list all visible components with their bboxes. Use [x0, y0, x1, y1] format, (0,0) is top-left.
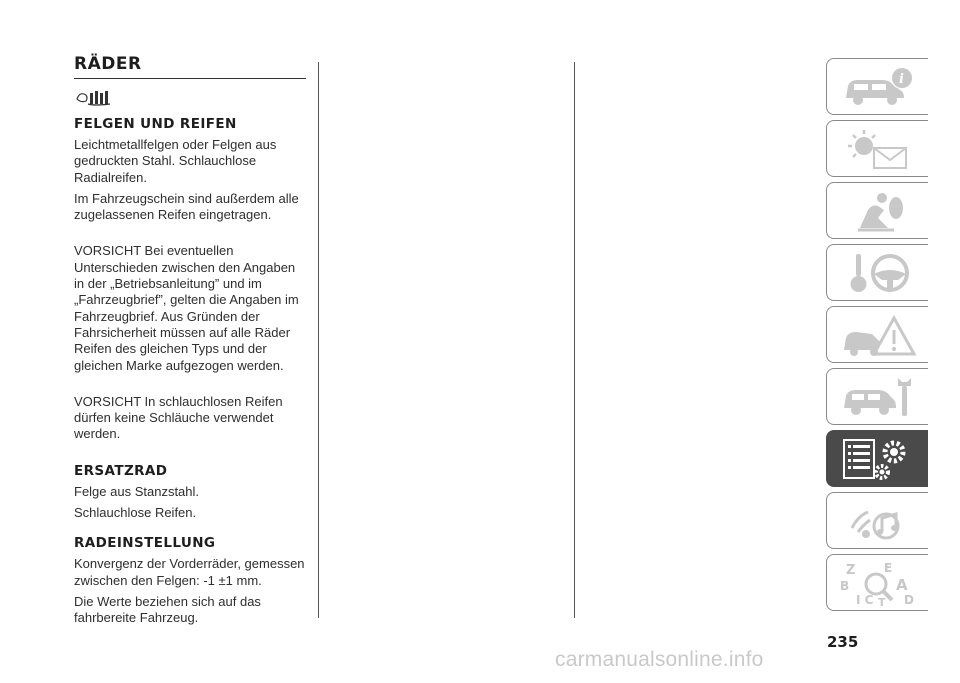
paragraph-felgen-1: Leichtmetallfelgen oder Felgen aus gedruckten Stahl. Schlauchlose Radialreifen.: [74, 137, 277, 185]
paragraph-felgen-2: Im Fahrzeugschein sind außerdem alle zugelassenen Reifen eingetragen.: [74, 190, 299, 223]
heading-radeinstellung: RADEINSTELLUNG: [74, 535, 216, 552]
tab-maintenance[interactable]: [826, 368, 928, 425]
car-crash-warning-icon: [838, 312, 918, 358]
car-wrench-icon: [838, 374, 918, 420]
svg-text:T: T: [877, 595, 886, 606]
paragraph-ersatzrad-2: Schlauchlose Reifen.: [74, 505, 197, 521]
caution-paragraph-1: VORSICHT Bei eventuellen Unterschieden zwischen den Angaben in der „Betriebsanleitung” und im „Fahrzeugbrief”, gelten die Angaben im Fahrzeugbrief. Aus Gründen der Fahrsicherheit müssen auf alle Räder Reifen des gleichen Typs und der gleichen Marke aufgezogen werden.: [74, 243, 299, 373]
svg-text:D: D: [903, 592, 914, 606]
alphabetical-index-icon: [838, 560, 918, 606]
multimedia-music-icon: [838, 498, 918, 544]
paragraph-ersatzrad-1: Felge aus Stanzstahl.: [74, 483, 200, 499]
technical-data-gears-icon: [838, 436, 918, 482]
chapter-tabs: [826, 58, 928, 616]
svg-text:Z: Z: [845, 562, 855, 578]
paragraph-radeinstellung-1: Konvergenz der Vorderräder, gemessen zwischen den Felgen: -1 ±1 mm.: [74, 556, 305, 588]
tab-warning-lights[interactable]: [826, 120, 928, 177]
heading-ersatzrad: ERSATZRAD: [74, 462, 168, 479]
car-info-icon: [838, 64, 918, 110]
svg-text:A: A: [895, 575, 908, 594]
column-divider-1: [318, 62, 319, 618]
key-steering-wheel-icon: [838, 250, 918, 296]
tab-start-driving[interactable]: [826, 244, 928, 301]
main-column: [74, 54, 308, 627]
svg-text:i: i: [898, 71, 904, 87]
caution-paragraph-2: VORSICHT In schlauchlosen Reifen dürfen keine Schläuche verwendet werden.: [74, 393, 283, 442]
tab-car-info[interactable]: [826, 58, 928, 115]
tab-technical-data[interactable]: [826, 430, 928, 487]
tab-index[interactable]: [826, 554, 928, 611]
page-number: 235: [827, 633, 859, 651]
section-title: RÄDER: [74, 54, 142, 74]
title-rule: [74, 78, 306, 79]
column-divider-2: [574, 62, 575, 618]
svg-text:E: E: [883, 560, 892, 575]
tab-safety[interactable]: [826, 182, 928, 239]
paragraph-radeinstellung-2: Die Werte beziehen sich auf das fahrbereite Fahrzeug.: [74, 593, 261, 626]
svg-text:I C: I C: [855, 592, 873, 606]
watermark-text: carmanualsonline.info: [555, 648, 764, 671]
warning-lights-message-icon: [838, 126, 918, 172]
tab-emergency[interactable]: [826, 306, 928, 363]
svg-text:B: B: [839, 578, 849, 593]
heading-felgen-und-reifen: FELGEN UND REIFEN: [74, 116, 237, 132]
tab-multimedia[interactable]: [826, 492, 928, 549]
seat-airbag-icon: [838, 188, 918, 234]
tyre-wheel-icon: [74, 87, 114, 107]
